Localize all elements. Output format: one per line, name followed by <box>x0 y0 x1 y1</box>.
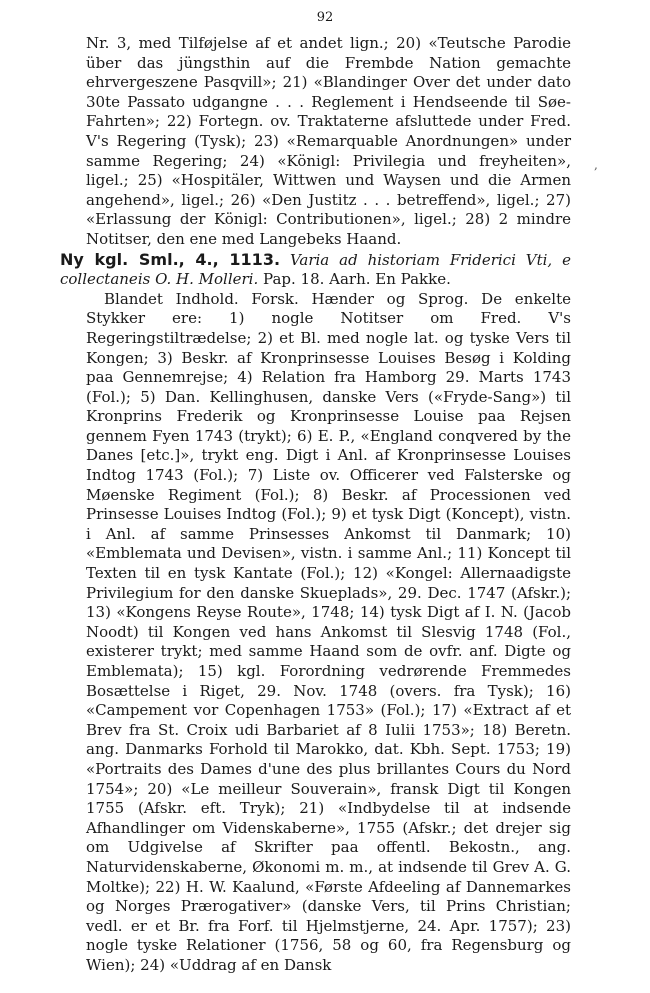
entry-details: Pap. 18. Aarh. En Pakke. <box>263 270 451 289</box>
shelfmark: Ny kgl. Sml., 4., 1113. <box>60 249 281 269</box>
catalog-entry-heading <box>60 250 571 290</box>
entry-title: Varia ad historiam Friderici Vti, e collectaneis O. H. Molleri. <box>60 250 571 289</box>
paragraph-continued: Nr. 3, med Tilføjelse af et andet lign.; 20) «Teutsche Parodie über das jüngsthin auf die Frembde Nation gemachte ehrvergeszene Pasqvill»; 21) «Blandinger Over det under dato 30te Passato udgangne . . . Reglement i Hendseende til Søe-Fahrten»; 22) Fortegn. ov. Traktaterne afsluttede under Fred. V's Regering (Tysk); 23) «Remarquable Anordnungen» under samme Regering; 24) «Königl: Privilegia und freyheiten», ligel.; 25) «Hospitäler, Wittwen und Waysen und die Armen angehend», ligel.; 26) «Den Justitz . . . betreffend», ligel.; 27) «Erlassung der Königl: Contributionen», ligel.; 28) 2 mindre Notitser, den ene med Langebeks Haand. <box>86 34 571 248</box>
entry-description: Blandet Indhold. Forsk. Hænder og Sprog. De enkelte Stykker ere: 1) nogle Notitser om Fred. V's Regeringstiltrædelse; 2) et Bl. med nogle lat. og tyske Vers til Kongen; 3) Beskr. af Kronprinsesse Louises Besøg i Kolding paa Gennemrejse; 4) Relation fra Hamborg 29. Marts 1743 (Fol.); 5) Dan. Kellinghusen, danske Vers («Fryde-Sang») til Kronprins Frederik og Kronprinsesse Louise paa Rejsen gennem Fyen 1743 (trykt); 6) E. P., «England conqvered by the Danes [etc.]», trykt eng. Digt i Anl. af Kronprinsesse Louises Indtog 1743 (Fol.); 7) Liste ov. Officerer ved Falsterske og Møenske Regiment (Fol.); 8) Beskr. af Processionen ved Prinsesse Louises Indtog (Fol.); 9) et tysk Digt (Koncept), vistn. i Anl. af samme Prinsesses Ankomst til Danmark; 10) «Emblemata und Devisen», vistn. i samme Anl.; 11) Koncept til Texten til en tysk Kantate (Fol.); 12) «Kongel: Allernaadigste Privilegium for den danske Skueplads», 29. Dec. 1747 (Afskr.); 13) «Kongens Reyse Route», 1748; 14) tysk Digt af I. N. (Jacob Noodt) til Kongen ved hans Ankomst til Slesvig 1748 (Fol., existerer trykt; med samme Haand som de ovfr. anf. Digte og Emblemata); 15) kgl. Forordning vedrørende Fremmedes Bosættelse i Riget, 29. Nov. 1748 (overs. fra Tysk); 16) «Campement vor Copenhagen 1753» (Fol.); 17) «Extract af et Brev fra St. Croix udi Barbariet af 8 Iulii 1753»; 18) Beretn. ang. Danmarks Forhold til Marokko, dat. Kbh. Sept. 1753; 19) «Portraits des Dames d'une des plus brillantes Cours du Nord 1754»; 20) «Le meilleur Souverain», fransk Digt til Kongen 1755 (Afskr. eft. Tryk); 21) «Indbydelse til at indsende Afhandlinger om Videnskaberne», 1755 (Afskr.; det drejer sig om Udgivelse af Skrifter paa offentl. Bekostn., ang. Naturvidenskaberne, Økonomi m. m., at indsende til Grev A. G. Moltke); 22) H. W. Kaalund, «Første Afdeeling af Dannemarkes og Norges Prærogativer» (danske Vers, til Prins Christian; vedl. er et Br. fra Forf. til Hjelmstjerne, 24. Apr. 1757); 23) nogle tyske Relationer (1756, 58 og 60, fra Regensburg og Wien); 24) «Uddrag af en Dansk <box>86 289 571 974</box>
document-body <box>60 34 571 976</box>
page-number: 92 <box>316 10 334 25</box>
margin-mark: , <box>594 158 598 172</box>
